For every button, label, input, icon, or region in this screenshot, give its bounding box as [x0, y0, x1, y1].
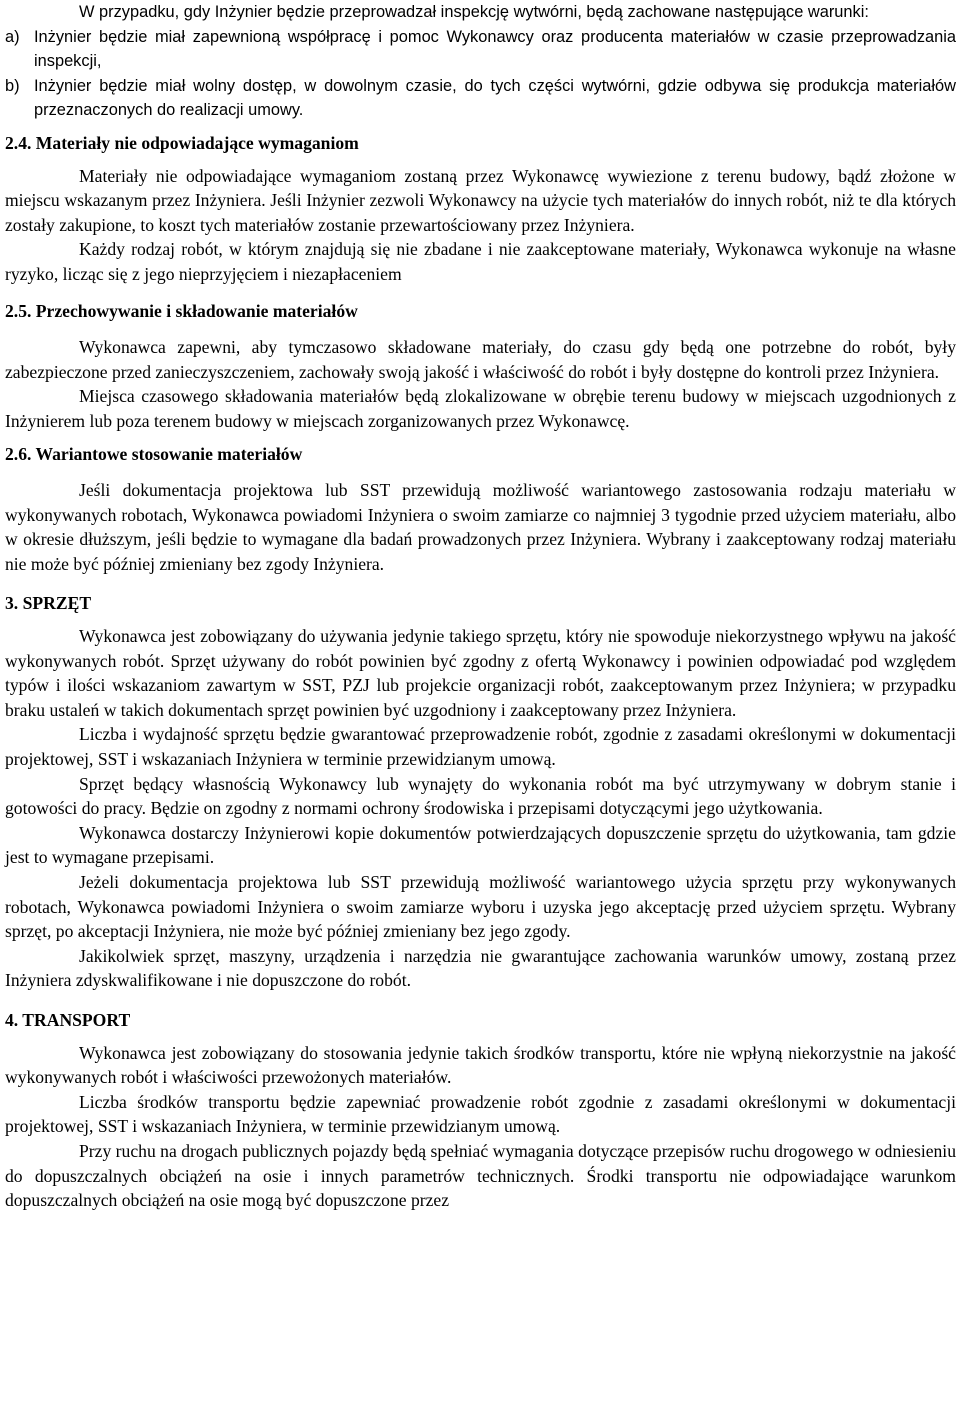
paragraph: Wykonawca jest zobowiązany do używania jedynie takiego sprzętu, który nie spowoduje niekorzystnego wpływu na jakość wykonywanych robót. Sprzęt używany do robót powinien być zgodny z ofertą Wykonawcy i powinien odpowiadać pod względem typów i ilości wskazaniom zawartym w SST, PZJ lub projekcie organizacji robót, zaakceptowanym przez Inżyniera; w przypadku braku ustaleń w takich dokumentach sprzęt powinien być uzgodniony i zaakceptowany przez Inżyniera.	[5, 626, 956, 720]
section-heading-2-6	[5, 442, 956, 467]
paragraph: Wykonawca jest zobowiązany do stosowania jedynie takich środków transportu, które nie wpłyną niekorzystnie na jakość wykonywanych robót i właściwości przewożonych materiałów.	[5, 1042, 956, 1088]
list-label: a)	[5, 27, 20, 46]
section-title: Wariantowe stosowanie materiałów	[35, 443, 303, 464]
paragraph: Wykonawca zapewni, aby tymczasowo składowane materiały, do czasu gdy będą one potrzebne do robót, były zabezpieczone przed zanieczyszczeniem, zachowały swoją jakość i właściwość do robót i były dostępne do kontroli przez Inżyniera.	[5, 337, 956, 382]
section-number: 3.	[5, 593, 19, 614]
paragraph: Przy ruchu na drogach publicznych pojazdy będą spełniać wymagania dotyczące przepisów ruchu drogowego w odniesieniu do dopuszczalnych obciążeń na osie i innych parametrów technicznych. Środki transportu nie odpowiadające warunkom dopuszczalnych obciążeń na osie mogą być dopuszczone przez	[5, 1140, 956, 1211]
paragraph: Materiały nie odpowiadające wymaganiom zostaną przez Wykonawcę wywiezione z terenu budowy, bądź złożone w miejscu wskazanym przez Inżyniera. Jeśli Inżynier zezwoli Wykonawcy na użycie tych materiałów do innych robót, niż te dla których zostały zakupione, to koszt tych materiałów zostanie przewartościowany przez Inżyniera.	[5, 165, 956, 235]
paragraph: Liczba środków transportu będzie zapewniać prowadzenie robót zgodnie z zasadami określonymi w dokumentacji projektowej, SST i wskazaniach Inżyniera, w terminie przewidzianym umową.	[5, 1091, 956, 1137]
list-item-a	[5, 25, 956, 74]
section-title: SPRZĘT	[22, 593, 92, 614]
intro-block	[5, 0, 956, 123]
section-title: TRANSPORT	[22, 1009, 131, 1030]
paragraph: Jakikolwiek sprzęt, maszyny, urządzenia i narzędzia nie gwarantujące zachowania warunków umowy, zostaną przez Inżyniera zdyskwalifikowane i nie dopuszczone do robót.	[5, 945, 956, 991]
section-number: 2.4.	[5, 132, 32, 153]
list-text: Inżynier będzie miał wolny dostęp, w dowolnym czasie, do tych części wytwórni, gdzie odbywa się produkcja materiałów przeznaczonych do realizacji umowy.	[34, 76, 956, 120]
section-title: Przechowywanie i składowanie materiałów	[35, 300, 358, 321]
paragraph: Miejsca czasowego składowania materiałów będą zlokalizowane w obrębie terenu budowy w miejscach uzgodnionych z Inżynierem lub poza terenem budowy w miejscach zorganizowanych przez Wykonawcę.	[5, 386, 956, 431]
paragraph: Jeśli dokumentacja projektowa lub SST przewidują możliwość wariantowego zastosowania rodzaju materiału w wykonywanych robotach, Wykonawca powiadomi Inżyniera o swoim zamiarze co najmniej 3 tygodnie przed użyciem materiału, albo w okresie dłuższym, jeśli będzie to wymagane dla badań prowadzonych przez Inżyniera. Wybrany i zaakceptowany rodzaj materiału nie może być później zmieniany bez zgody Inżyniera.	[5, 480, 956, 574]
section-heading-3	[5, 591, 956, 616]
section-title: Materiały nie odpowiadające wymaganiom	[35, 132, 359, 153]
list-label: b)	[5, 76, 20, 95]
paragraph: Liczba i wydajność sprzętu będzie gwarantować przeprowadzenie robót, zgodnie z zasadami określonymi w dokumentacji projektowej, SST i wskazaniach Inżyniera w terminie przewidzianym umową.	[5, 724, 956, 770]
section-heading-2-5	[5, 299, 956, 324]
body-block	[5, 123, 956, 1213]
paragraph: Jeżeli dokumentacja projektowa lub SST przewidują możliwość wariantowego użycia sprzętu przy wykonywanych robotach, Wykonawca powiadomi Inżyniera o swoim zamiarze wyboru i uzyska jego akceptację przed użyciem sprzętu. Wybrany sprzęt, po akceptacji Inżyniera, nie może być później zmieniany bez jego zgody.	[5, 872, 956, 942]
intro-paragraph: W przypadku, gdy Inżynier będzie przeprowadzał inspekcję wytwórni, będą zachowane następujące warunki:	[79, 3, 869, 21]
section-number: 2.6.	[5, 443, 32, 464]
list-item-b	[5, 74, 956, 123]
section-number: 4.	[5, 1009, 19, 1030]
section-number: 2.5.	[5, 300, 32, 321]
section-heading-4	[5, 1008, 956, 1033]
document-page	[5, 0, 956, 1213]
paragraph: Każdy rodzaj robót, w którym znajdują się nie zbadane i nie zaakceptowane materiały, Wykonawca wykonuje na własne ryzyko, licząc się z jego nieprzyjęciem i niezapłaceniem	[5, 239, 956, 284]
list-text: Inżynier będzie miał zapewnioną współpracę i pomoc Wykonawcy oraz producenta materiałów w czasie przeprowadzania inspekcji,	[34, 27, 956, 71]
paragraph: Sprzęt będący własnością Wykonawcy lub wynajęty do wykonania robót ma być utrzymywany w dobrym stanie i gotowości do pracy. Będzie on zgodny z normami ochrony środowiska i przepisami dotyczącymi jego użytkowania.	[5, 773, 956, 819]
section-heading-2-4	[5, 131, 956, 156]
paragraph: Wykonawca dostarczy Inżynierowi kopie dokumentów potwierdzających dopuszczenie sprzętu do użytkowania, tam gdzie jest to wymagane przepisami.	[5, 822, 956, 868]
